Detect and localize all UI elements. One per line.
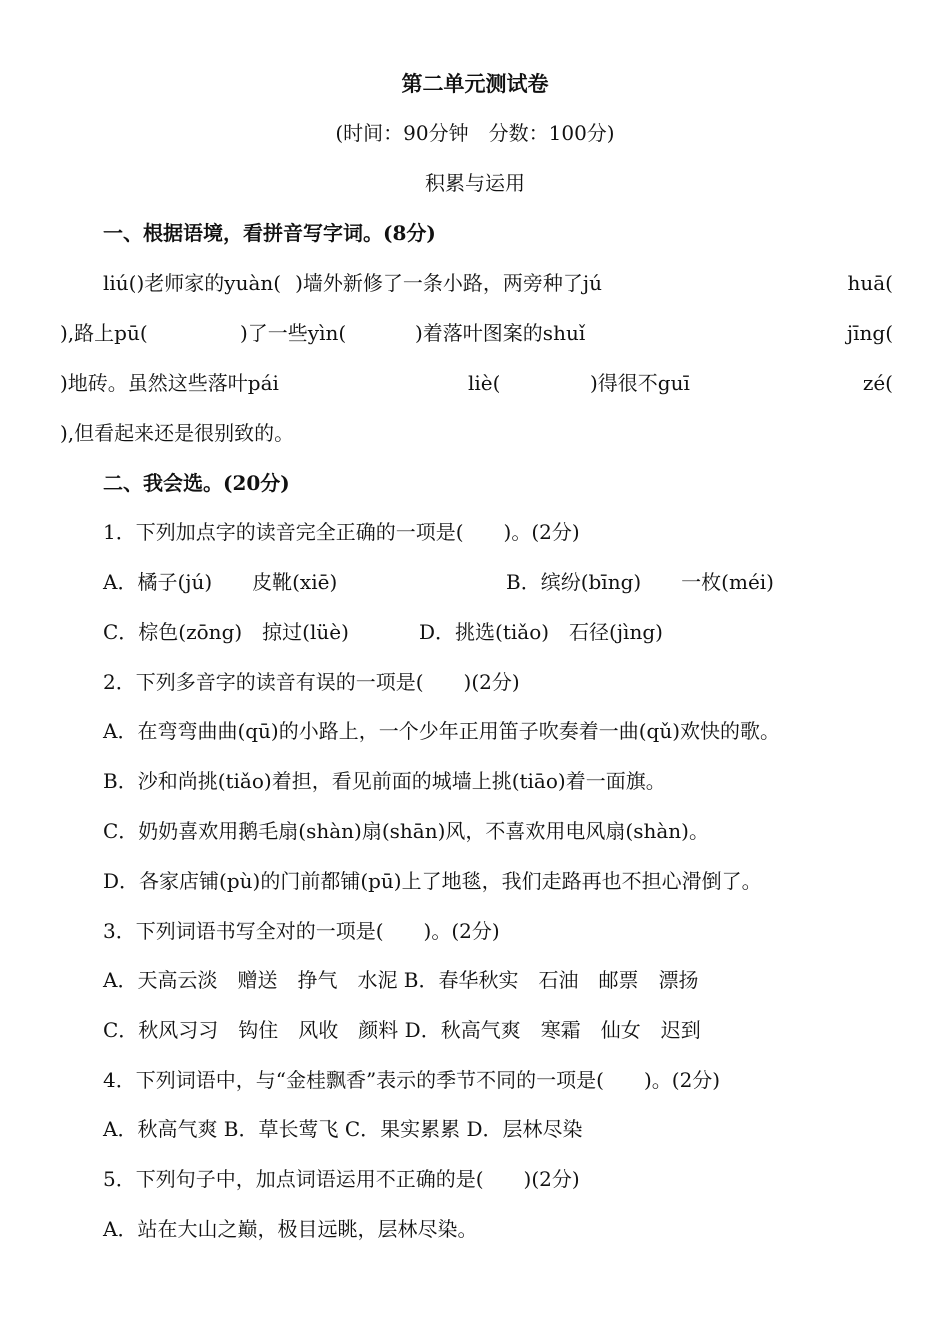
part1-heading: 一、根据语境，看拼音写字词。(8分) <box>103 221 436 245</box>
q1-option-b: B．缤纷(bīng) 一枚(méi) <box>506 570 774 594</box>
q2-option-c: C．奶奶喜欢用鹅毛扇(shàn)扇(shān)风，不喜欢用电风扇(shàn)。 <box>103 819 709 843</box>
page-title: 第二单元测试卷 <box>401 71 549 96</box>
part1-seg: liè( <box>468 371 501 395</box>
part1-seg: )地砖。虽然这些落叶pái <box>60 371 279 395</box>
q3-options-ab: A．天高云淡 赠送 挣气 水泥 B．春华秋实 石油 邮票 漂扬 <box>103 968 699 992</box>
part1-seg: )墙外新修了一条小路，两旁种了jú <box>295 271 602 295</box>
q3-options-cd: C．秋风习习 钩住 风收 颜料 D．秋高气爽 寒霜 仙女 迟到 <box>103 1018 701 1042</box>
part1-seg: huā( <box>847 271 893 295</box>
part1-line2 <box>60 319 893 347</box>
part1-seg: )着落叶图案的shuǐ <box>415 321 586 345</box>
q4-stem: 4．下列词语中，与“金桂飘香”表示的季节不同的一项是( )。(2分) <box>103 1068 721 1092</box>
part1-line1 <box>103 269 893 297</box>
q1-option-d: D．挑选(tiǎo) 石径(jìng) <box>419 620 663 644</box>
part1-line3 <box>60 369 893 397</box>
q5-stem: 5．下列句子中，加点词语运用不正确的是( )(2分) <box>103 1167 580 1191</box>
part1-seg: liú( <box>103 271 137 295</box>
q1-option-c: C．棕色(zōng) 掠过(lüè) <box>103 620 349 644</box>
q4-options: A．秋高气爽 B．草长莺飞 C．果实累累 D．层林尽染 <box>103 1117 583 1141</box>
part1-seg: zé( <box>862 371 893 395</box>
part1-seg: )老师家的yuàn( <box>136 271 282 295</box>
part2-heading: 二、我会选。(20分) <box>103 471 290 495</box>
q2-option-d: D．各家店铺(pù)的门前都铺(pū)上了地毯，我们走路再也不担心滑倒了。 <box>103 869 762 893</box>
exam-info: (时间：90分钟 分数：100分) <box>335 121 615 145</box>
part1-seg: jīng( <box>846 321 893 345</box>
q2-option-b: B．沙和尚挑(tiǎo)着担，看见前面的城墙上挑(tiāo)着一面旗。 <box>103 769 666 793</box>
part1-seg: ),路上pū( <box>60 321 148 345</box>
q1-option-a: A．橘子(jú) 皮靴(xiē) <box>103 570 338 594</box>
q3-stem: 3．下列词语书写全对的一项是( )。(2分) <box>103 919 500 943</box>
part1-seg: )得很不guī <box>590 371 690 395</box>
q1-stem: 1．下列加点字的读音完全正确的一项是( )。(2分) <box>103 520 580 544</box>
q2-option-a: A．在弯弯曲曲(qū)的小路上，一个少年正用笛子吹奏着一曲(qǔ)欢快的歌。 <box>103 719 781 743</box>
q2-stem: 2．下列多音字的读音有误的一项是( )(2分) <box>103 670 520 694</box>
part1-seg: )了一些yìn( <box>240 321 347 345</box>
q5-option-a: A．站在大山之巅，极目远眺，层林尽染。 <box>103 1217 478 1241</box>
part1-line4: ),但看起来还是很别致的。 <box>60 421 295 445</box>
section-title: 积累与运用 <box>425 171 525 195</box>
